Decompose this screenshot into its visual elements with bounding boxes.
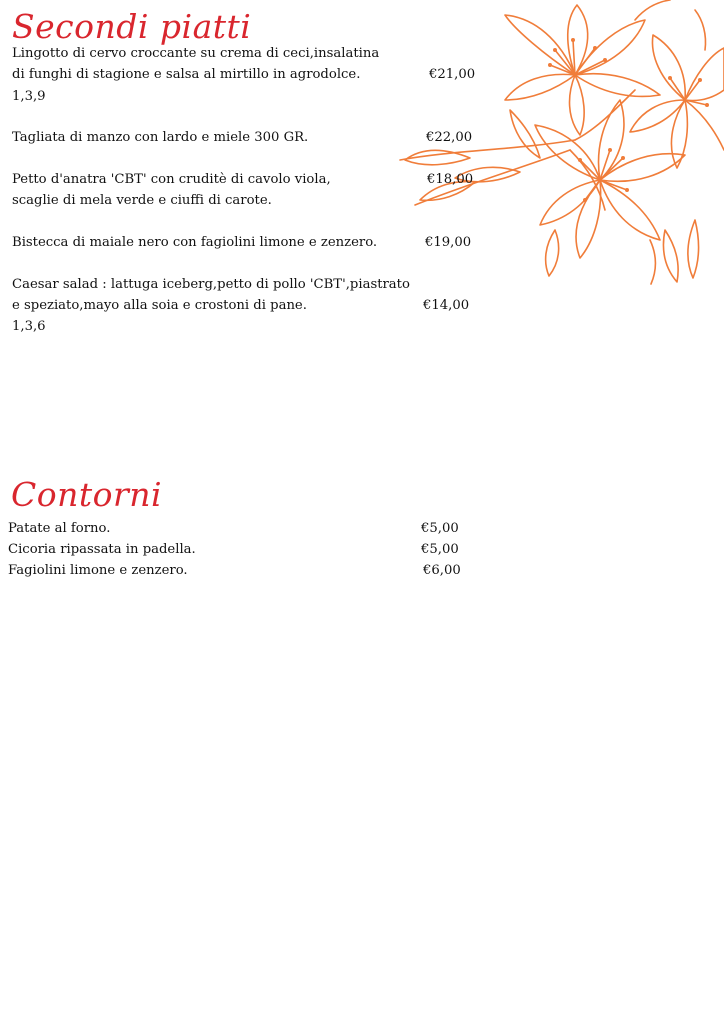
dish-4-price: €19,00 [425,235,472,250]
dish-2-price: €22,00 [426,130,473,145]
dish-5-allergens: 1,3,6 [12,319,46,334]
side-2-name: Cicoria ripassata in padella. [8,542,196,557]
section-title-secondi: Secondi piatti [12,7,252,46]
dish-2-line-1: Tagliata di manzo con lardo e miele 300 GR. [12,130,309,145]
side-1-price: €5,00 [421,521,459,536]
side-3-price: €6,00 [423,563,461,578]
dish-1-price: €21,00 [429,67,476,82]
dish-3-price: €18,00 [427,172,474,187]
dish-3-line-1: Petto d'anatra 'CBT' con cruditè di cavolo viola, [12,172,331,187]
dish-1-allergens: 1,3,9 [12,89,46,104]
dish-5-price: €14,00 [423,298,470,313]
dish-4-line-1: Bistecca di maiale nero con fagiolini limone e zenzero. [12,235,378,250]
section-title-contorni: Contorni [11,475,163,514]
side-3-name: Fagiolini limone e zenzero. [8,563,188,578]
dish-3-line-2: scaglie di mela verde e ciuffi di carote. [12,193,272,208]
side-2-price: €5,00 [421,542,459,557]
side-1-name: Patate al forno. [8,521,111,536]
dish-1-line-2: di funghi di stagione e salsa al mirtillo in agrodolce. [12,67,361,82]
dish-5-line-1: Caesar salad : lattuga iceberg,petto di pollo 'CBT',piastrato [12,277,410,292]
dish-1-line-1: Lingotto di cervo croccante su crema di ceci,insalatina [12,46,380,61]
dish-5-line-2: e speziato,mayo alla soia e crostoni di pane. [12,298,307,313]
